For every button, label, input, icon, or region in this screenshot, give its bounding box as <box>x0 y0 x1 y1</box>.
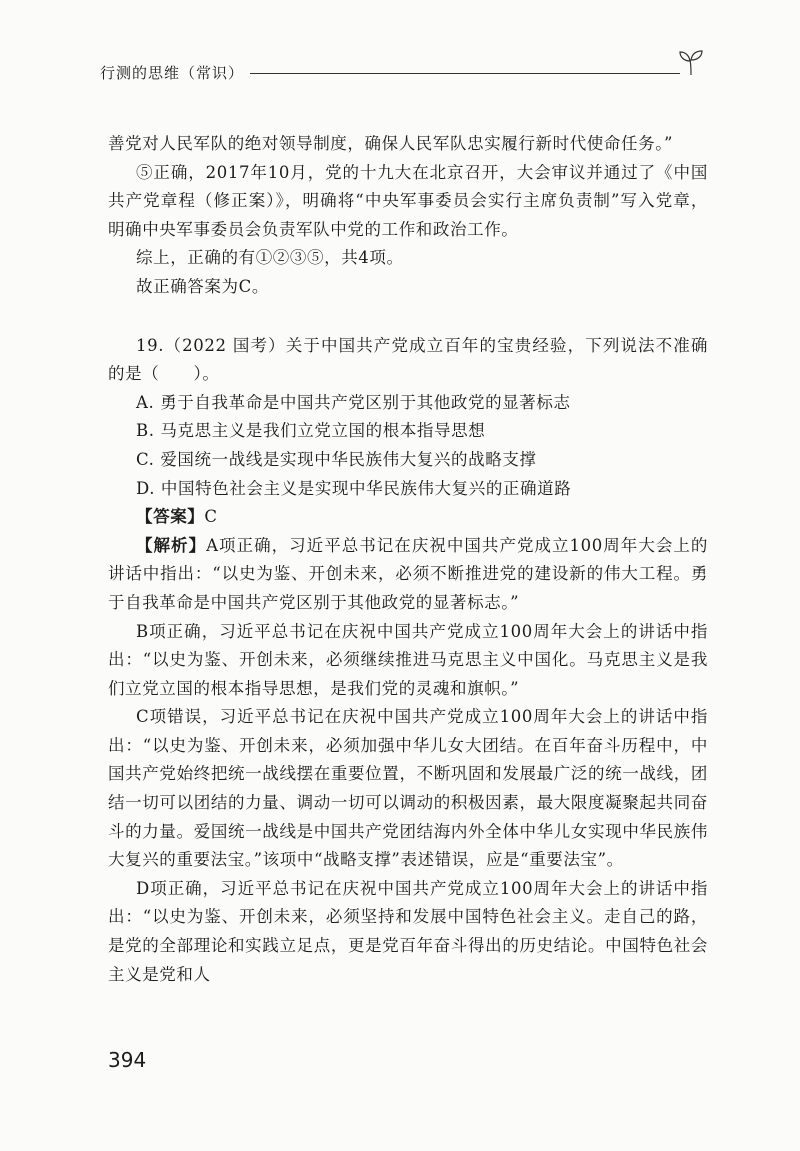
analysis-a <box>108 532 708 618</box>
header-title: 行测的思维（常识） <box>100 64 245 82</box>
option-a: A. 勇于自我革命是中国共产党区别于其他政党的显著标志 <box>136 392 571 412</box>
question-19-stem: 19.（2022 国考）关于中国共产党成立百年的宝贵经验，下列说法不准确的是（ ）。 <box>108 335 708 384</box>
paragraph-conclusion: 故正确答案为C。 <box>136 276 269 296</box>
option-b: B. 马克思主义是我们立党立国的根本指导思想 <box>136 421 486 441</box>
option-d: D. 中国特色社会主义是实现中华民族伟大复兴的正确道路 <box>136 478 572 498</box>
analysis-a-text: A项正确，习近平总书记在庆祝中国共产党成立100周年大会上的讲话中指出：“以史为鉴、开创未来，必须不断推进党的建设新的伟大工程。勇于自我革命是中国共产党区别于其他政党的显著标志。” <box>108 535 708 612</box>
paragraph-item-5: ⑤正确，2017年10月，党的十九大在北京召开，大会审议并通过了《中国共产党章程（修正案）》，明确将“中央军事委员会实行主席负责制”写入党章，明确中央军事委员会负责军队中党的工作和政治工作。 <box>108 162 708 239</box>
running-header <box>100 62 700 90</box>
header-rule <box>250 73 680 74</box>
analysis-b: B项正确，习近平总书记在庆祝中国共产党成立100周年大会上的讲话中指出：“以史为鉴、开创未来，必须继续推进马克思主义中国化。马克思主义是我们立党立国的根本指导思想，是我们党的灵魂和旗帜。” <box>108 621 708 698</box>
option-c: C. 爱国统一战线是实现中华民族伟大复兴的战略支撑 <box>136 449 537 469</box>
paragraph-summary: 综上，正确的有①②③⑤，共4项。 <box>136 248 404 268</box>
sprout-leaf-icon <box>678 48 704 76</box>
answer-value: C <box>204 507 218 527</box>
answer-line <box>108 503 708 532</box>
paragraph-continued: 善党对人民军队的绝对领导制度，确保人民军队忠实履行新时代使命任务。” <box>108 134 674 153</box>
answer-label: 【答案】 <box>136 507 205 527</box>
analysis-d: D项正确，习近平总书记在庆祝中国共产党成立100周年大会上的讲话中指出：“以史为鉴、开创未来，必须坚持和发展中国特色社会主义。走自己的路，是党的全部理论和实践立足点，更是党百年奋斗得出的历史结论。中国特色社会主义是党和人 <box>108 878 708 984</box>
analysis-c: C项错误，习近平总书记在庆祝中国共产党成立100周年大会上的讲话中指出：“以史为鉴、开创未来，必须加强中华儿女大团结。在百年奋斗历程中，中国共产党始终把统一战线摆在重要位置，不断巩固和发展最广泛的统一战线，团结一切可以团结的力量、调动一切可以调动的积极因素，最大限度凝聚起共同奋斗的力量。爱国统一战线是中国共产党团结海内外全体中华儿女实现中华民族伟大复兴的重要法宝。”该项中“战略支撑”表述错误，应是“重要法宝”。 <box>108 707 708 870</box>
page-content <box>108 130 708 989</box>
analysis-label: 【解析】 <box>136 535 207 555</box>
page-number: 394 <box>108 1048 147 1072</box>
